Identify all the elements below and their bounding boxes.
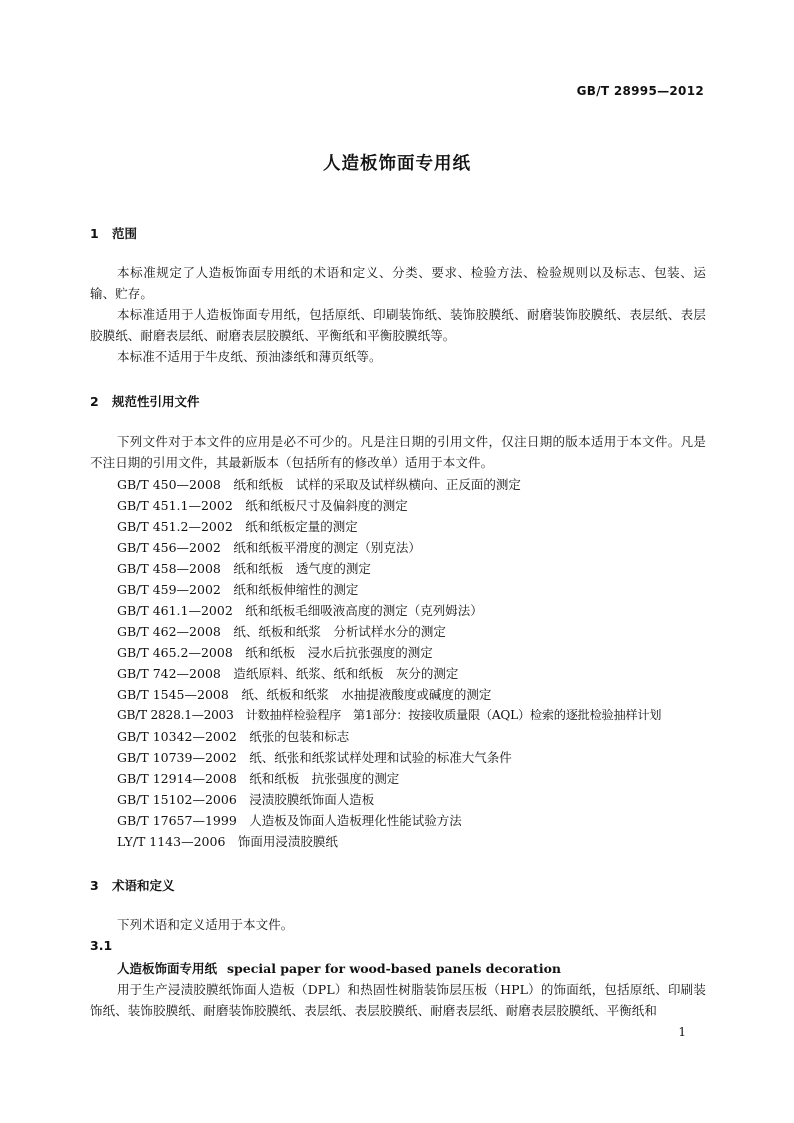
reference-item: GB/T 465.2—2008 纸和纸板 浸水后抗张强度的测定 [117, 645, 433, 660]
page-number: 1 [678, 1025, 686, 1039]
standard-code: GB/T 28995—2012 [576, 84, 704, 98]
term-definition: 用于生产浸渍胶膜纸饰面人造板（DPL）和热固性树脂装饰层压板（HPL）的饰面纸，包括原纸、印刷装饰纸、装饰胶膜纸、耐磨装饰胶膜纸、表层纸、表层胶膜纸、耐磨表层纸、耐磨表层胶膜纸、平衡纸和 [90, 982, 706, 1018]
term-chinese: 人造板饰面专用纸 [117, 961, 218, 976]
subsection-number: 3.1 [90, 938, 113, 953]
section-title: 术语和定义 [112, 878, 175, 893]
reference-item: GB/T 456—2002 纸和纸板平滑度的测定（别克法） [117, 540, 421, 555]
section-title: 规范性引用文件 [112, 394, 200, 409]
section-number: 2 [90, 394, 99, 409]
paragraph: 下列术语和定义适用于本文件。 [117, 917, 294, 932]
reference-item: GB/T 1545—2008 纸、纸板和纸浆 水抽提液酸度或碱度的测定 [117, 687, 492, 702]
section-number: 3 [90, 878, 99, 893]
reference-item: GB/T 451.1—2002 纸和纸板尺寸及偏斜度的测定 [117, 498, 408, 513]
reference-item: GB/T 2828.1—2003 计数抽样检验程序 第1部分：按接收质量限（AQL）检索的逐批检验抽样计划 [117, 708, 662, 722]
paragraph: 本标准不适用于牛皮纸、预油漆纸和薄页纸等。 [117, 349, 382, 364]
reference-item: GB/T 450—2008 纸和纸板 试样的采取及试样纵横向、正反面的测定 [117, 477, 521, 492]
term-entry [117, 959, 561, 977]
reference-item: GB/T 10342—2002 纸张的包装和标志 [117, 729, 350, 744]
reference-item: LY/T 1143—2006 饰面用浸渍胶膜纸 [117, 834, 338, 849]
reference-item: GB/T 15102—2006 浸渍胶膜纸饰面人造板 [117, 792, 375, 807]
reference-item: GB/T 451.2—2002 纸和纸板定量的测定 [117, 519, 358, 534]
reference-item: GB/T 17657—1999 人造板及饰面人造板理化性能试验方法 [117, 813, 462, 828]
reference-item: GB/T 742—2008 造纸原料、纸浆、纸和纸板 灰分的测定 [117, 666, 459, 681]
section-3-heading [90, 876, 175, 894]
section-number: 1 [90, 226, 99, 241]
paragraph: 本标准适用于人造板饰面专用纸，包括原纸、印刷装饰纸、装饰胶膜纸、耐磨装饰胶膜纸、表层纸、表层胶膜纸、耐磨表层纸、耐磨表层胶膜纸、平衡纸和平衡胶膜纸等。 [90, 307, 706, 343]
section-title: 范围 [112, 226, 138, 241]
term-english: special paper for wood-based panels decoration [227, 961, 562, 976]
document-title: 人造板饰面专用纸 [323, 154, 471, 174]
paragraph: 下列文件对于本文件的应用是必不可少的。凡是注日期的引用文件，仅注日期的版本适用于本文件。凡是不注日期的引用文件，其最新版本（包括所有的修改单）适用于本文件。 [90, 434, 706, 470]
section-1-heading [90, 224, 137, 242]
reference-item: GB/T 461.1—2002 纸和纸板毛细吸液高度的测定（克列姆法） [117, 603, 483, 618]
reference-item: GB/T 462—2008 纸、纸板和纸浆 分析试样水分的测定 [117, 624, 446, 639]
reference-item: GB/T 12914—2008 纸和纸板 抗张强度的测定 [117, 771, 400, 786]
reference-item: GB/T 458—2008 纸和纸板 透气度的测定 [117, 561, 371, 576]
section-2-heading [90, 392, 200, 410]
reference-item: GB/T 10739—2002 纸、纸张和纸浆试样处理和试验的标准大气条件 [117, 750, 512, 765]
paragraph: 本标准规定了人造板饰面专用纸的术语和定义、分类、要求、检验方法、检验规则以及标志、包装、运输、贮存。 [90, 265, 706, 301]
reference-item: GB/T 459—2002 纸和纸板伸缩性的测定 [117, 582, 359, 597]
